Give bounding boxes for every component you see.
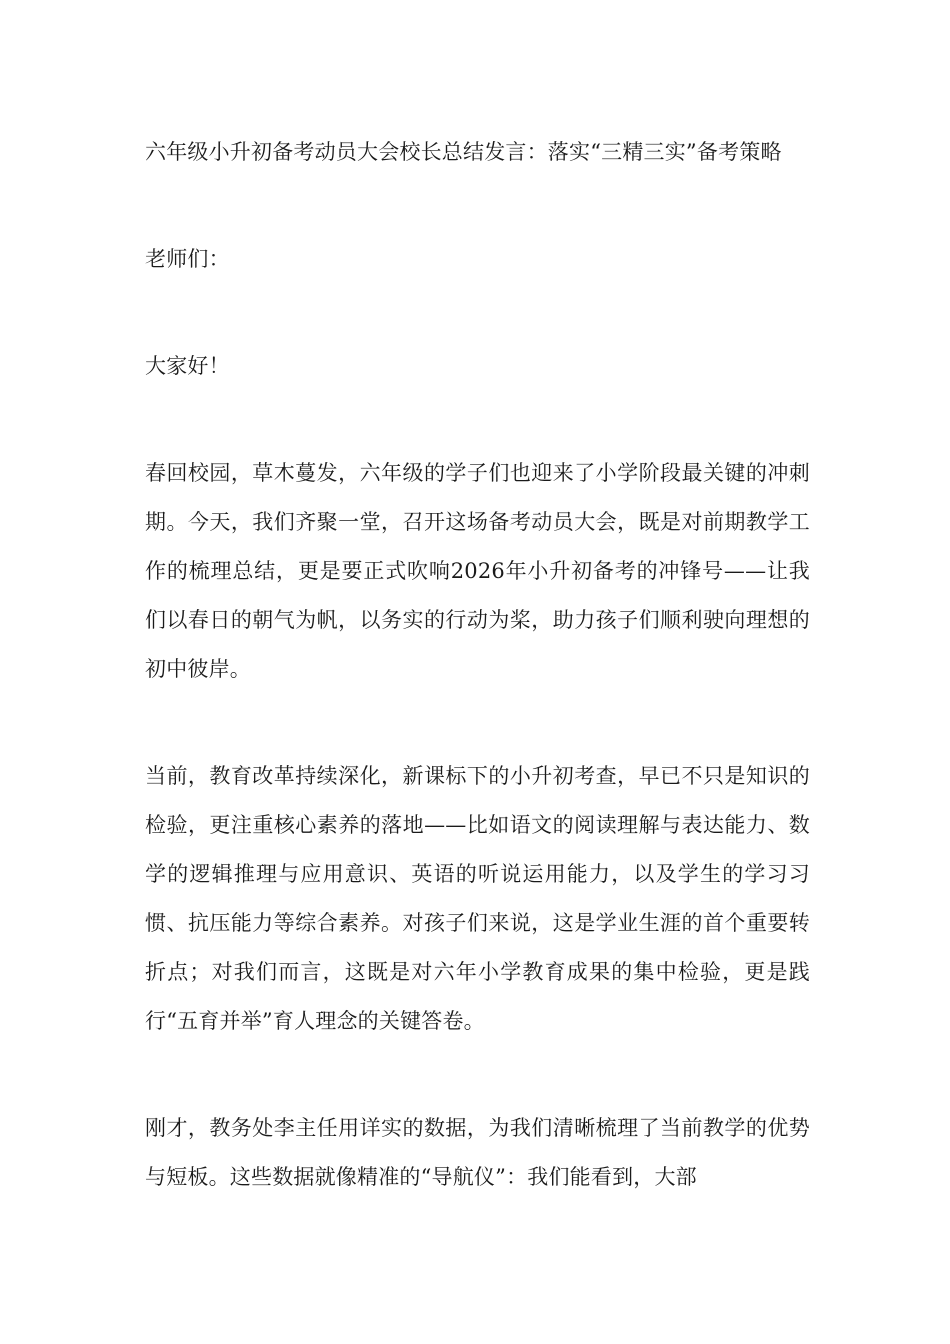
salutation: 老师们： xyxy=(145,247,230,271)
body-paragraph-3: 刚才，教务处李主任用详实的数据，为我们清晰梳理了当前教学的优势与短板。这些数据就像精准的“导航仪”：我们能看到，大部 xyxy=(145,1116,810,1189)
body-paragraph-2: 当前，教育改革持续深化，新课标下的小升初考查，早已不只是知识的检验，更注重核心素养的落地——比如语文的阅读理解与表达能力、数学的逻辑推理与应用意识、英语的听说运用能力，以及学生的学习习惯、抗压能力等综合素养。对孩子们来说，这是学业生涯的首个重要转折点；对我们而言，这既是对六年小学教育成果的集中检验，更是践行“五育并举”育人理念的关键答卷。 xyxy=(145,764,810,1033)
body-paragraph-1: 春回校园，草木蔓发，六年级的学子们也迎来了小学阶段最关键的冲刺期。今天，我们齐聚一堂，召开这场备考动员大会，既是对前期教学工作的梳理总结，更是要正式吹响2026年小升初备考的冲锋号——让我们以春日的朝气为帆，以务实的行动为桨，助力孩子们顺利驶向理想的初中彼岸。 xyxy=(145,461,810,681)
document-body xyxy=(145,128,810,1260)
document-title: 六年级小升初备考动员大会校长总结发言：落实“三精三实”备考策略 xyxy=(145,140,782,164)
greeting: 大家好！ xyxy=(145,354,230,378)
